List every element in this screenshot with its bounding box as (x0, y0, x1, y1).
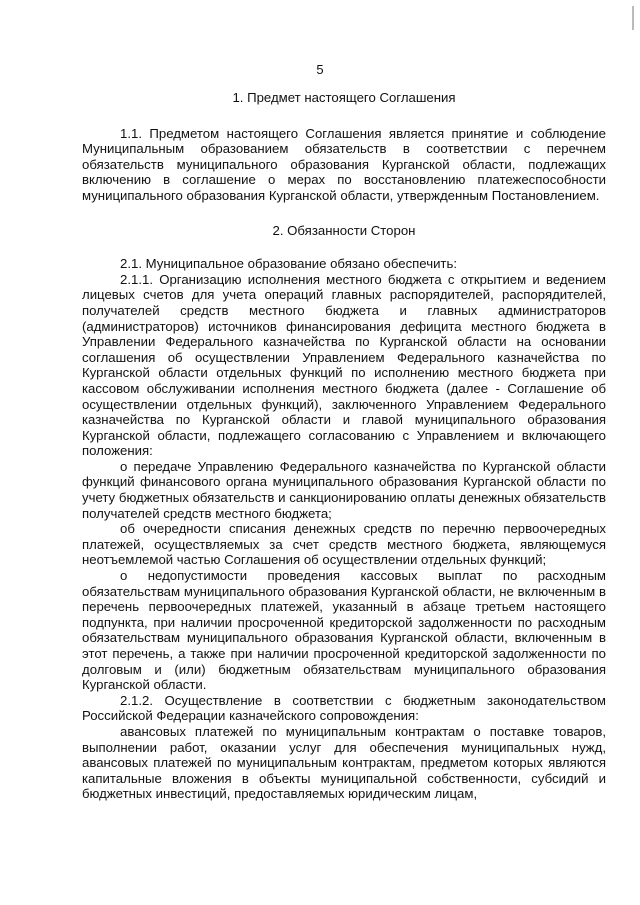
document-body (82, 90, 606, 802)
page-number: 5 (316, 62, 324, 77)
paragraph-advance-payments: авансовых платежей по муниципальным контрактам о поставке товаров, выполнении работ, оказании услуг для обеспечения муниципальных нужд, авансовых платежей по муниципальным контрактам, предметом которых являются капитальные вложения в объекты муниципальной собственности, субсидий и бюджетных инвестиций, предоставляемых юридическим лицам, (82, 723, 606, 802)
paragraph-2-1-2: 2.1.2. Осуществление в соответствии с бюджетным законодательством Российской Федерации казначейского сопровождения: (82, 692, 606, 724)
paragraph-2-1: 2.1. Муниципальное образование обязано обеспечить: (120, 256, 458, 272)
paragraph-transfer-functions: о передаче Управлению Федерального казначейства по Курганской области функций финансового органа муниципального образования Курганской области по учету бюджетных обязательств и санкционированию оплаты денежных обязательств получателей средств местного бюджета; (82, 458, 606, 521)
section-2-heading: 2. Обязанности Сторон (272, 222, 416, 238)
paragraph-inadmissibility: о недопустимости проведения кассовых выплат по расходным обязательствам муниципального образования Курганской области, не включенным в перечень первоочередных платежей, указанный в абзаце третьем настоящего подпункта, при наличии просроченной кредиторской задолженности по расходным обязательствам муниципального образования Курганской области, включенным в этот перечень, а также при наличии просроченной кредиторской задолженности по долговым и (или) бюджетным обязательствам муниципального образования Курганской области. (82, 568, 606, 693)
paragraph-1-1: 1.1. Предметом настоящего Соглашения является принятие и соблюдение Муниципальным образованием обязательств в соответствии с перечнем обязательств муниципального образования Курганской области, подлежащих включению в соглашение о мерах по восстановлению платежеспособности муниципального образования Курганской области, утвержденным Постановлением. (82, 125, 606, 203)
paragraph-payment-order: об очередности списания денежных средств по перечню первоочередных платежей, осуществляемых за счет средств местного бюджета, являющемуся неотъемлемой частью Соглашения об осуществлении отдельных функций; (82, 521, 606, 568)
paragraph-2-1-1: 2.1.1. Организацию исполнения местного бюджета с открытием и ведением лицевых счетов для учета операций главных распорядителей, распорядителей, получателей средств местного бюджета и главных администраторов (администраторов) источников финансирования дефицита местного бюджета в Управлении Федерального казначейства по Курганской области на основании соглашения об осуществлении Управлением Федерального казначейства по Курганской области отдельных функций по исполнению местного бюджета при кассовом обслуживании исполнения местного бюджета (далее - Соглашение об осуществлении отдельных функций), заключенного Управлением Федерального казначейства по Курганской области и главой муниципального образования Курганской области, подлежащего согласованию с Управлением и включающего положения: (82, 271, 606, 459)
scan-edge-mark (632, 6, 634, 30)
section-1-heading: 1. Предмет настоящего Соглашения (232, 90, 456, 105)
